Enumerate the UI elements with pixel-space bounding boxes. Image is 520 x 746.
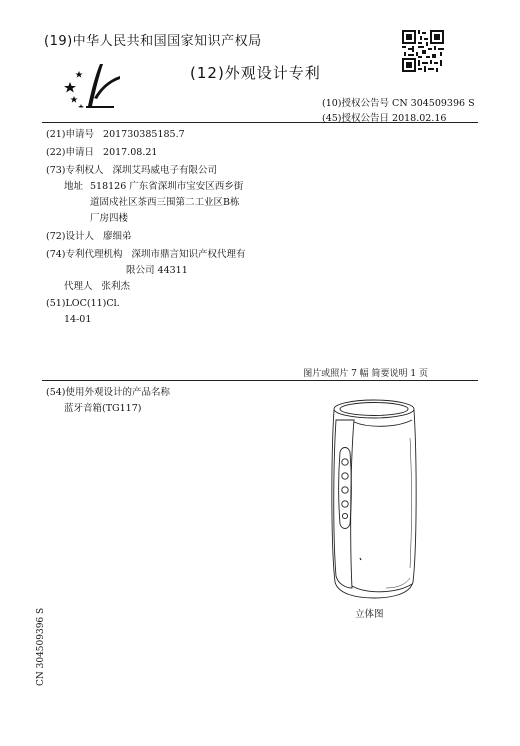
product-name-label: (54)使用外观设计的产品名称	[46, 387, 171, 398]
address-line-3: 厂房四楼	[90, 213, 129, 224]
cnipa-emblem-icon	[64, 62, 122, 108]
application-number-row	[46, 128, 185, 141]
publication-date-label: (45)授权公告日	[322, 113, 390, 124]
issuing-authority: (19)中华人民共和国国家知识产权局	[44, 34, 262, 49]
patentee-row	[46, 164, 217, 177]
document-type-title: (12)外观设计专利	[190, 64, 321, 82]
agency-line-1: 深圳市鼎言知识产权代理有	[131, 249, 246, 260]
application-number-label: (21)申请号	[46, 129, 95, 140]
spine-publication-number: CN 304509396 S	[36, 607, 46, 686]
filing-date-label: (22)申请日	[46, 147, 95, 158]
application-number: 201730385185.7	[103, 129, 185, 140]
publication-date: 2018.02.16	[392, 113, 447, 124]
publication-number: CN 304509396 S	[392, 98, 475, 109]
patentee: 深圳艾玛威电子有限公司	[112, 165, 218, 176]
address-line-1: 518126 广东省深圳市宝安区西乡街	[90, 181, 244, 192]
address-line-2: 道固戍社区茶西三围第二工业区B栋	[90, 197, 240, 208]
loc-classification-label: (51)LOC(11)Cl.	[46, 298, 120, 309]
header-divider	[42, 122, 478, 123]
agent: 张利杰	[101, 281, 131, 292]
agency-row	[46, 248, 246, 261]
designer-row	[46, 230, 132, 243]
qr-code-icon	[402, 30, 444, 72]
publication-number-row	[322, 95, 475, 109]
publication-number-label: (10)授权公告号	[322, 98, 390, 109]
designer: 廖细弟	[103, 231, 132, 242]
designer-label: (72)设计人	[46, 231, 95, 242]
filing-date: 2017.08.21	[103, 147, 158, 158]
agency-line-2: 限公司 44311	[126, 265, 188, 276]
speaker-perspective-drawing	[326, 398, 422, 600]
figure-caption: 立体图	[355, 609, 384, 620]
product-name: 蓝牙音箱(TG117)	[64, 403, 142, 414]
filing-date-row	[46, 146, 157, 159]
loc-classification-value: 14-01	[64, 314, 92, 325]
page-count-info: 图片或照片 7 幅 简要说明 1 页	[303, 369, 428, 379]
biblio-divider	[42, 380, 478, 381]
address-label: 地址	[64, 181, 84, 192]
agency-label: (74)专利代理机构	[46, 249, 123, 260]
agent-row	[64, 280, 130, 293]
patentee-label: (73)专利权人	[46, 165, 104, 176]
agent-label: 代理人	[64, 281, 93, 292]
